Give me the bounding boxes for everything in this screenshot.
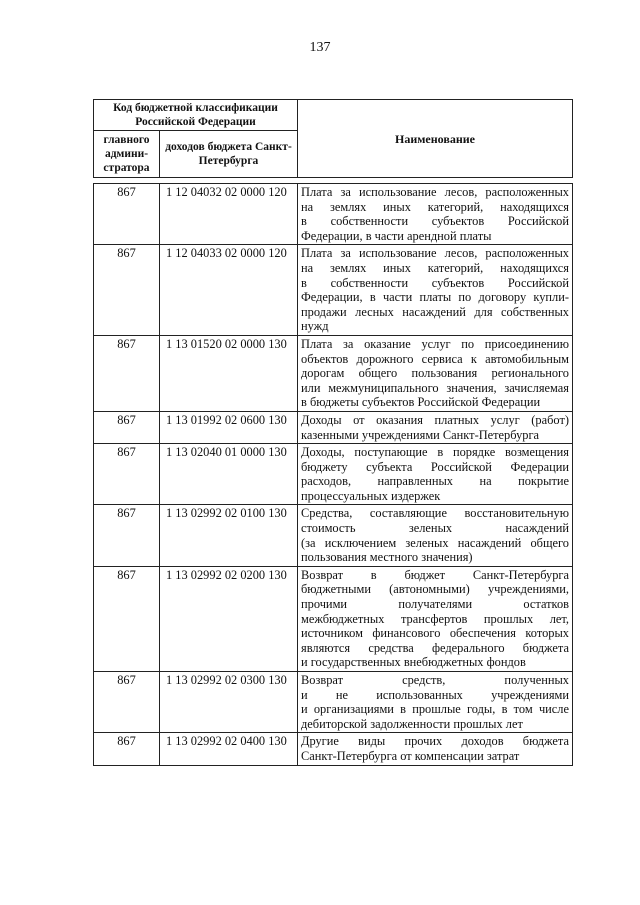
admin-code-cell: 867 <box>94 444 160 505</box>
admin-code-cell: 867 <box>94 505 160 566</box>
name-line: Плата за использование лесов, расположенных <box>301 185 569 199</box>
name-line: и не использованных учреждениями <box>301 687 569 702</box>
name-line: на землях иных категорий, находящихся <box>301 260 569 275</box>
name-line: Возврат в бюджет Санкт-Петербурга <box>301 567 569 582</box>
name-line: Средства, составляющие восстановительную <box>301 506 569 521</box>
revenue-code-cell: 1 13 02992 02 0300 130 <box>160 672 298 733</box>
name-line: дорогам общего пользования регионального <box>301 366 569 381</box>
admin-code-cell: 867 <box>94 411 160 443</box>
revenue-code-cell: 1 12 04033 02 0000 120 <box>160 245 298 336</box>
name-line: Возврат средств, полученных <box>301 673 569 687</box>
admin-code-cell: 867 <box>94 245 160 336</box>
admin-code-cell: 867 <box>94 335 160 411</box>
name-line: дебиторской задолженности прошлых лет <box>301 716 523 731</box>
revenue-code-cell: 1 13 01992 02 0600 130 <box>160 411 298 443</box>
table-row <box>94 444 573 505</box>
name-line: в бюджеты субъектов Российской Федерации <box>301 395 541 410</box>
table-row <box>94 335 573 411</box>
table-row <box>94 411 573 443</box>
table-row <box>94 184 573 245</box>
revenue-code-cell: 1 13 02992 02 0100 130 <box>160 505 298 566</box>
name-line: объектов дорожного сервиса к автомобильным <box>301 351 569 366</box>
admin-code-cell: 867 <box>94 672 160 733</box>
table-header <box>93 99 573 178</box>
table-row <box>94 672 573 733</box>
name-line: бюджетными (автономными) учреждениями, <box>301 582 569 597</box>
name-cell <box>298 335 573 411</box>
name-line: Федерации, в части платы по договору купли- <box>301 290 569 305</box>
name-line: Доходы от оказания платных услуг (работ) <box>301 412 569 427</box>
header-group-title: Код бюджетной классификации Российской Федерации <box>94 100 298 131</box>
name-line: Другие виды прочих доходов бюджета <box>301 734 569 749</box>
name-line: Федерации, в части арендной платы <box>301 228 492 243</box>
name-line: и организациями в прошлые годы, в том числе <box>301 702 569 717</box>
name-line: межбюджетных трансфертов прошлых лет, <box>301 611 569 626</box>
revenue-code-cell: 1 13 02992 02 0200 130 <box>160 566 298 671</box>
revenue-code-cell: 1 13 02992 02 0400 130 <box>160 733 298 765</box>
header-code-column: доходов бюджета Санкт-Петербурга <box>160 131 298 178</box>
table-row <box>94 245 573 336</box>
header-name-column: Наименование <box>298 100 573 178</box>
name-cell <box>298 184 573 245</box>
name-line: стоимость зеленых насаждений <box>301 521 569 536</box>
name-line: в собственности субъектов Российской <box>301 275 569 290</box>
name-line: (за исключением зеленых насаждений общего <box>301 535 569 550</box>
name-line: расходов, направленных на покрытие <box>301 474 569 489</box>
name-cell <box>298 672 573 733</box>
name-cell <box>298 444 573 505</box>
name-line: в собственности субъектов Российской <box>301 214 569 229</box>
table-row <box>94 505 573 566</box>
name-line: источником финансового обеспечения которых <box>301 626 569 641</box>
page-number: 137 <box>309 40 331 55</box>
name-cell <box>298 566 573 671</box>
revenue-code-cell: 1 13 01520 02 0000 130 <box>160 335 298 411</box>
name-line: бюджету субъекта Российской Федерации <box>301 459 569 474</box>
name-cell <box>298 505 573 566</box>
name-line: Плата за оказание услуг по присоединению <box>301 336 569 351</box>
name-line: прочими получателями остатков <box>301 597 569 612</box>
name-line: и государственных внебюджетных фондов <box>301 655 526 670</box>
name-line: являются средства федерального бюджета <box>301 640 569 655</box>
name-line: продажи лесных насаждений для собственных <box>301 304 569 319</box>
name-line: нужд <box>301 319 329 334</box>
name-line: или межмуниципального значения, зачисляемая <box>301 380 569 395</box>
name-line: казенными учреждениями Санкт-Петербурга <box>301 427 540 442</box>
name-cell <box>298 733 573 765</box>
table-row <box>94 733 573 765</box>
header-admin-column: главного админи-стратора <box>94 131 160 178</box>
admin-code-cell: 867 <box>94 566 160 671</box>
name-line: Санкт-Петербурга от компенсации затрат <box>301 748 520 763</box>
revenue-code-cell: 1 12 04032 02 0000 120 <box>160 184 298 245</box>
name-line: Плата за использование лесов, расположенных <box>301 246 569 261</box>
revenue-code-cell: 1 13 02040 01 0000 130 <box>160 444 298 505</box>
name-cell <box>298 245 573 336</box>
admin-code-cell: 867 <box>94 733 160 765</box>
admin-code-cell: 867 <box>94 184 160 245</box>
classification-table <box>93 183 573 766</box>
table-row <box>94 566 573 671</box>
name-line: пользования местного значения) <box>301 550 473 565</box>
name-line: процессуальных издержек <box>301 488 441 503</box>
name-cell <box>298 411 573 443</box>
name-line: на землях иных категорий, находящихся <box>301 199 569 214</box>
name-line: Доходы, поступающие в порядке возмещения <box>301 445 569 460</box>
